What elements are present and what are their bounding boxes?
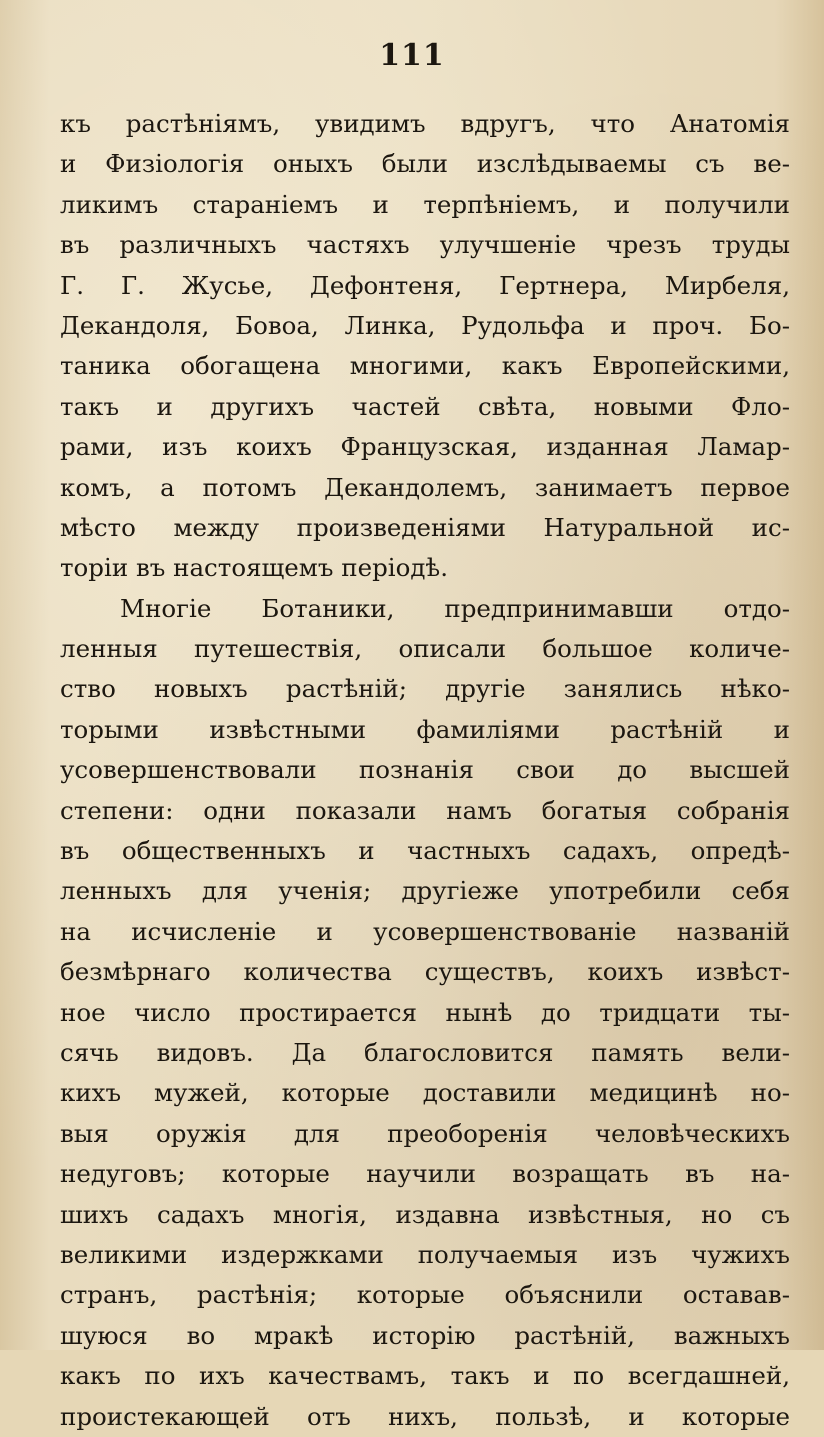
text-line: къ растѣніямъ, увидимъ вдругъ, что Анатомія (60, 109, 790, 138)
text-line: ство новыхъ растѣній; другіе занялись нѣко- (60, 674, 790, 704)
text-line: кихъ мужей, которые доставили медицинѣ но- (60, 1078, 790, 1108)
text-line: мѣсто между произведеніями Натуральной ис- (60, 512, 790, 542)
body-text (60, 104, 790, 1437)
text-line: на исчисленіе и усовершенствованіе названій (60, 916, 790, 946)
text-line: и Физіологія оныхъ были изслѣдываемы съ ве- (60, 149, 790, 179)
text-line: степени: одни показали намъ богатыя собранія (60, 795, 790, 825)
text-line: ленныя путешествія, описали большое количе- (60, 634, 790, 664)
text-line: усовершенствовали познанія свои до высшей (60, 755, 790, 785)
text-line: рами, изъ коихъ Французская, изданная Ламар- (60, 432, 790, 462)
text-line: шуюся во мракѣ исторію растѣній, важныхъ (60, 1320, 790, 1350)
text-line: ликимъ стараніемъ и терпѣніемъ, и получили (60, 189, 790, 219)
text-line: выя оружія для преоборенія человѣческихъ (60, 1118, 790, 1148)
text-line: какъ по ихъ качествамъ, такъ и по всегдашней, (60, 1361, 790, 1391)
text-line: Многіе Ботаники, предпринимавши отдо- (120, 593, 790, 623)
text-line: шихъ садахъ многія, издавна извѣстныя, но съ (60, 1199, 790, 1229)
text-line: комъ, а потомъ Декандолемъ, занимаетъ первое (60, 472, 790, 502)
text-line: торыми извѣстными фамиліями растѣній и (60, 714, 790, 744)
text-line: въ различныхъ частяхъ улучшеніе чрезъ труды (60, 230, 790, 260)
paragraph-1 (60, 104, 790, 589)
text-line: торіи въ настоящемъ періодѣ. (60, 553, 448, 583)
text-line: проистекающей отъ нихъ, пользѣ, и которые (60, 1401, 790, 1431)
text-line: ное число простирается нынѣ до тридцати ты- (60, 997, 790, 1027)
text-line: великими издержками получаемыя изъ чужихъ (60, 1239, 790, 1269)
text-line: Декандоля, Бовоа, Линка, Рудольфа и проч. Бо- (60, 310, 790, 340)
text-line: Г. Г. Жусье, Дефонтеня, Гертнера, Мирбеля, (60, 270, 790, 300)
text-line: въ общественныхъ и частныхъ садахъ, опредѣ- (60, 836, 790, 866)
text-line: безмѣрнаго количества существъ, коихъ извѣст- (60, 957, 790, 987)
paragraph-2 (60, 589, 790, 1437)
text-line: сячь видовъ. Да благословится память вели- (60, 1037, 790, 1067)
text-line: такъ и другихъ частей свѣта, новыми Фло- (60, 391, 790, 421)
text-line: недуговъ; которые научили возращать въ на- (60, 1159, 790, 1189)
text-line: ленныхъ для ученія; другіеже употребили себя (60, 876, 790, 906)
text-line: таника обогащена многими, какъ Европейскими, (60, 351, 790, 381)
page-number: 111 (379, 38, 445, 73)
text-line: странъ, растѣнія; которые объяснили оставав- (60, 1280, 790, 1310)
